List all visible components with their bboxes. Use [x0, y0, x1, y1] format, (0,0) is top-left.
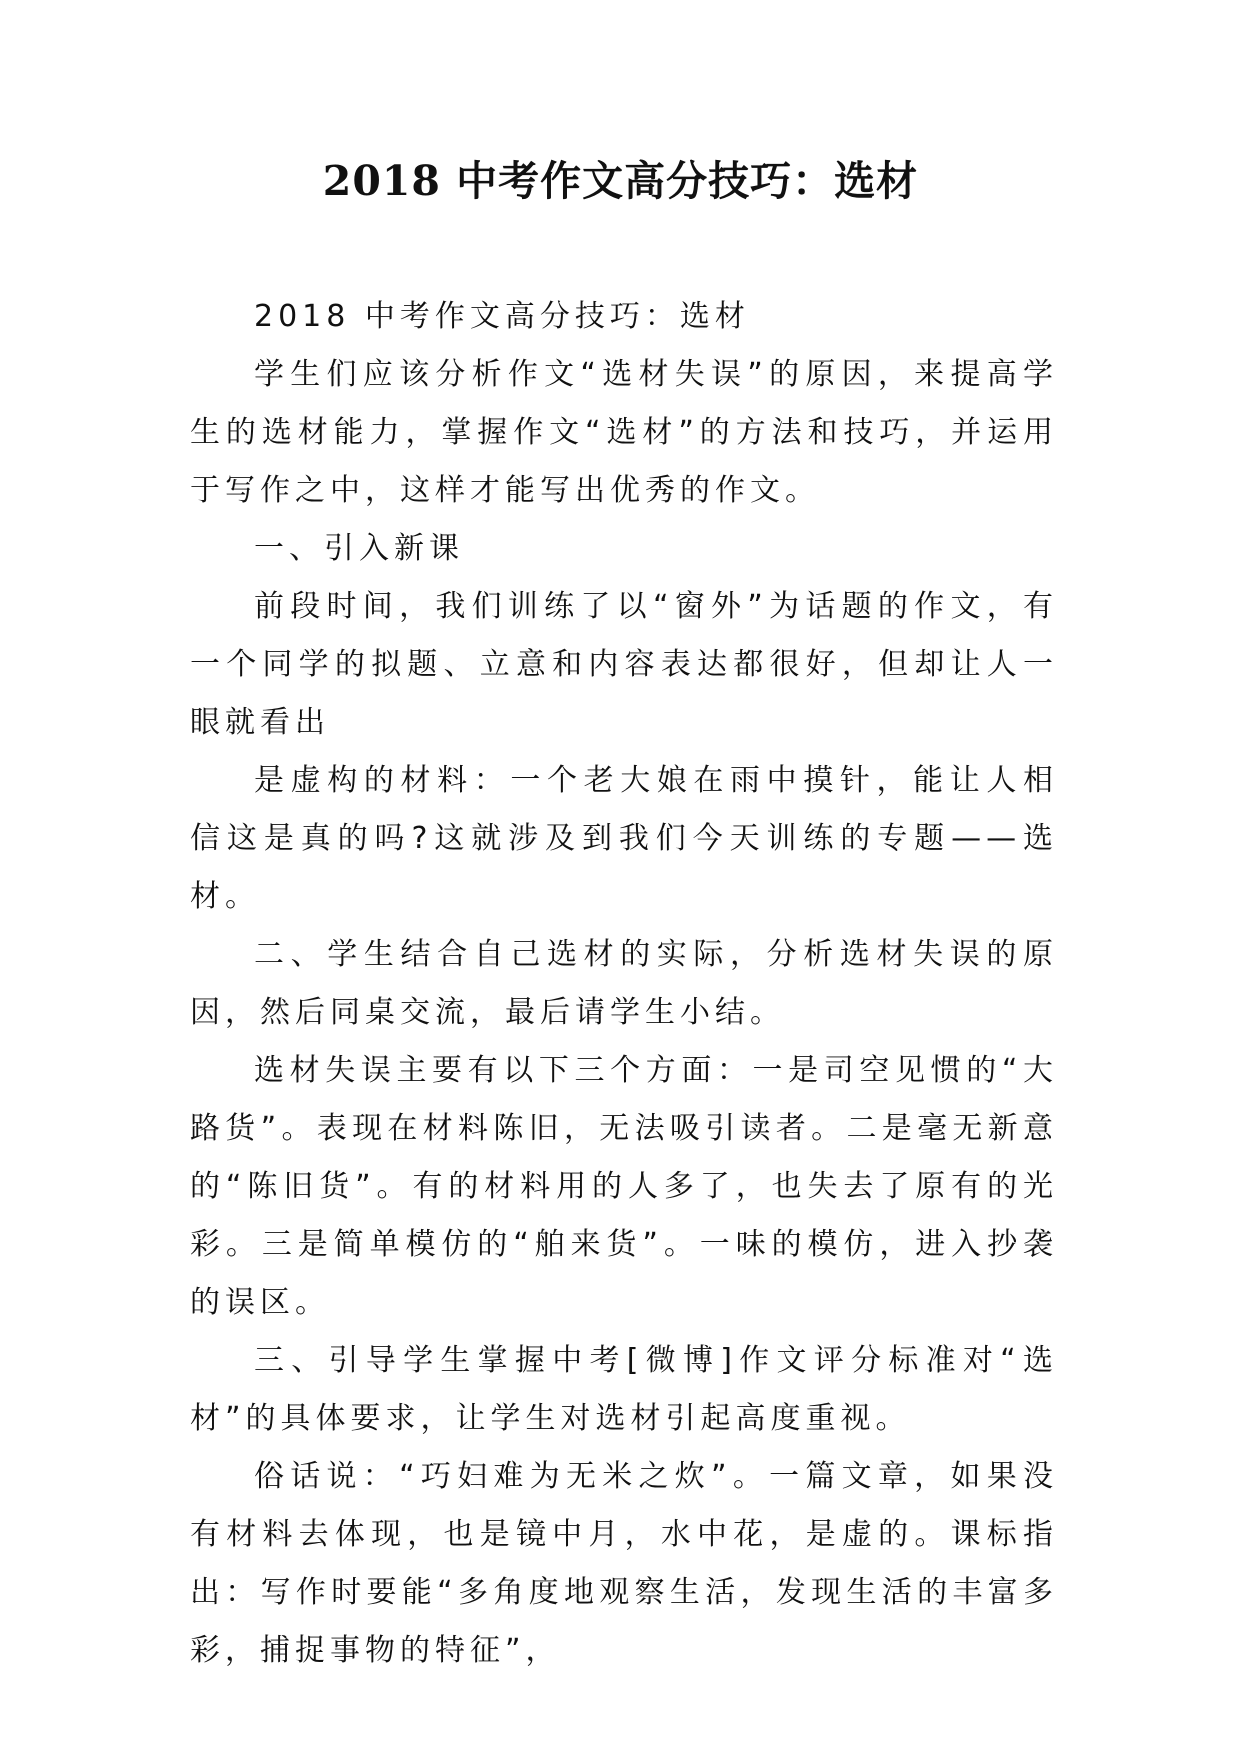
paragraph-section-1a: 前段时间，我们训练了以“窗外”为话题的作文，有一个同学的拟题、立意和内容表达都很好，但却让人一眼就看出: [190, 589, 1058, 740]
paragraph-section-1b: 是虚构的材料：一个老大娘在雨中摸针，能让人相信这是真的吗?这就涉及到我们今天训练的专题——选材。: [190, 763, 1058, 914]
paragraph-subtitle: 2018 中考作文高分技巧：选材: [254, 299, 750, 334]
paragraph-section-2: 选材失误主要有以下三个方面：一是司空见惯的“大路货”。表现在材料陈旧，无法吸引读者。二是毫无新意的“陈旧货”。有的材料用的人多了，也失去了原有的光彩。三是简单模仿的“舶来货”。一味的模仿，进入抄袭的误区。: [190, 1053, 1058, 1320]
section-heading-2: 二、学生结合自己选材的实际，分析选材失误的原因，然后同桌交流，最后请学生小结。: [190, 937, 1058, 1030]
paragraph-intro: 学生们应该分析作文“选材失误”的原因，来提高学生的选材能力，掌握作文“选材”的方法和技巧，并运用于写作之中，这样才能写出优秀的作文。: [190, 357, 1058, 508]
section-heading-1: 一、引入新课: [254, 531, 464, 566]
section-heading-3: 三、引导学生掌握中考[微博]作文评分标准对“选材”的具体要求，让学生对选材引起高度重视。: [190, 1343, 1058, 1436]
document-body: [190, 288, 1058, 1680]
document-title: 2018 中考作文高分技巧：选材: [322, 157, 919, 205]
paragraph-section-3: 俗话说：“巧妇难为无米之炊”。一篇文章，如果没有材料去体现，也是镜中月，水中花，是虚的。课标指出：写作时要能“多角度地观察生活，发现生活的丰富多彩，捕捉事物的特征”，: [190, 1459, 1058, 1668]
